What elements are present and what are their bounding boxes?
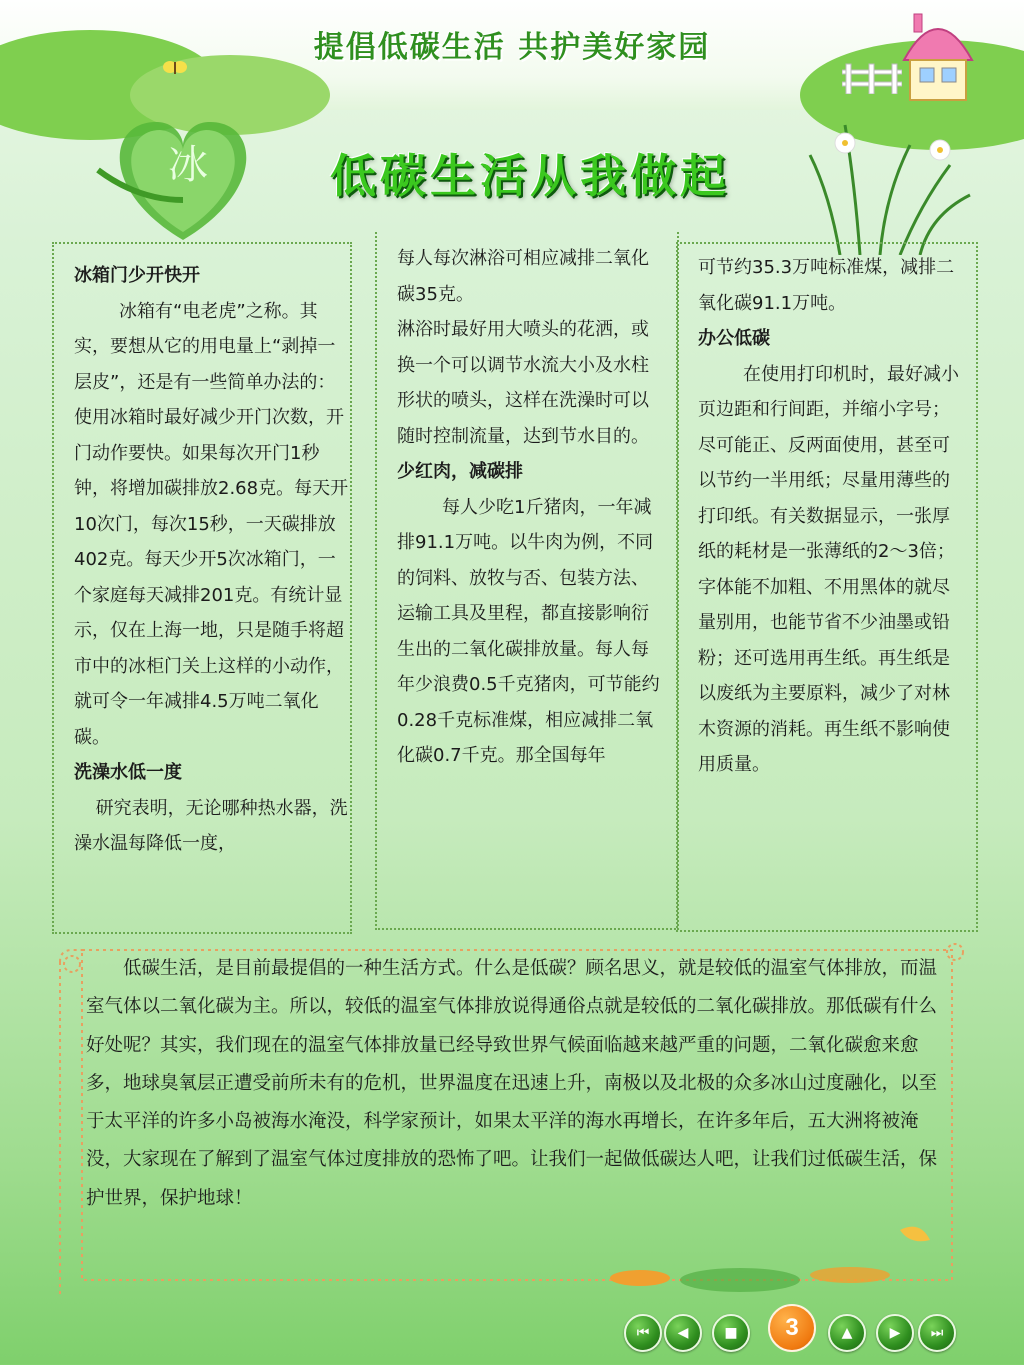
right-paragraph-savings: 可节约35.3万吨标准煤，减排二氧化碳91.1万吨。	[698, 257, 955, 314]
pond-flowers-icon	[600, 1220, 980, 1300]
grass-flower-icon	[800, 115, 980, 255]
page-navigation	[620, 1300, 960, 1360]
header-banner: 提倡低碳生活 共护美好家园	[313, 30, 711, 65]
stop-button[interactable]	[712, 1314, 750, 1352]
left-heading-fridge: 冰箱门少开快开	[74, 265, 200, 286]
previous-page-button[interactable]	[664, 1314, 702, 1352]
page-title: 低碳生活从我做起	[330, 149, 730, 203]
logo-character: 冰	[168, 142, 208, 188]
middle-heading-meat: 少红肉，减碳排	[397, 461, 523, 482]
middle-paragraph-meat: 每人少吃1斤猪肉，一年减排91.1万吨。以牛肉为例，不同的饲料、放牧与否、包装方法、运输工具及里程，都直接影响衍生出的二氧化碳排放量。每人每年少浪费0.5千克猪肉，可节能约0.28千克标准煤，相应减排二氧化碳0.7千克。那全国每年	[397, 496, 660, 766]
left-column-content	[74, 258, 352, 862]
left-paragraph-shower: 研究表明，无论哪种热水器，洗澡水温每降低一度，	[74, 797, 348, 854]
bottom-paragraph: 低碳生活，是目前最提倡的一种生活方式。什么是低碳？顾名思义，就是较低的温室气体排放，而温室气体以二氧化碳为主。所以，较低的温室气体排放说得通俗点就是较低的二氧化碳排放。那低碳有什么好处呢？其实，我们现在的温室气体排放量已经导致世界气候面临越来越严重的问题，二氧化碳愈来愈多，地球臭氧层正遭受前所未有的危机，世界温度在迅速上升，南极以及北极的众多冰山过度融化，以至于太平洋的许多小岛被海水淹没，科学家预计，如果太平洋的海水再增长，在许多年后，五大洲将被淹没，大家现在了解到了温室气体过度排放的恐怖了吧。让我们一起做低碳达人吧，让我们过低碳生活，保护世界，保护地球！	[86, 958, 938, 1209]
first-page-icon: ⏮	[636, 1325, 650, 1341]
stop-icon: ■	[724, 1325, 738, 1341]
middle-paragraph-showerhead: 淋浴时最好用大喷头的花洒，或换一个可以调节水流大小及水柱形状的喷头，这样在洗澡时可以随时控制流量，达到节水目的。	[397, 319, 649, 447]
left-heading-shower: 洗澡水低一度	[74, 762, 182, 783]
previous-page-icon: ◀	[677, 1325, 689, 1341]
last-page-button[interactable]	[918, 1314, 956, 1352]
right-heading-office: 办公低碳	[698, 328, 770, 349]
left-paragraph-fridge: 冰箱有“电老虎”之称。其实，要想从它的用电量上“剥掉一层皮”，还是有一些简单办法的：使用冰箱时最好减少开门次数，开门动作要快。如果每次开门1秒钟，将增加碳排放2.68克。每天开10次门，每次15秒，一天碳排放402克。每天少开5次冰箱门，一个家庭每天减排201克。有统计显示，仅在上海一地，只是随手将超市中的冰柜门关上这样的小动作，就可令一年减排4.5万吨二氧化碳。	[74, 300, 349, 748]
home-button[interactable]	[828, 1314, 866, 1352]
next-page-icon: ▶	[889, 1325, 901, 1341]
last-page-icon: ⏭	[930, 1325, 944, 1341]
next-page-button[interactable]	[876, 1314, 914, 1352]
right-paragraph-office: 在使用打印机时，最好减小页边距和行间距，并缩小字号；尽可能正、反两面使用，甚至可以节约一半用纸；尽量用薄些的打印纸。有关数据显示，一张厚纸的耗材是一张薄纸的2～3倍；字体能不加粗、不用黑体的就尽量别用，也能节省不少油墨或铅粉；还可选用再生纸。再生纸是以废纸为主要原料，减少了对林木资源的消耗。再生纸不影响使用质量。	[698, 363, 959, 775]
first-page-button[interactable]	[624, 1314, 662, 1352]
right-column-content	[698, 250, 962, 783]
fence-icon	[842, 62, 902, 94]
page-number-badge: 3	[768, 1304, 816, 1352]
middle-column-content	[397, 241, 661, 774]
middle-paragraph-shower: 每人每次淋浴可相应减排二氧化碳35克。	[397, 248, 649, 305]
home-icon: ▲	[841, 1325, 853, 1341]
